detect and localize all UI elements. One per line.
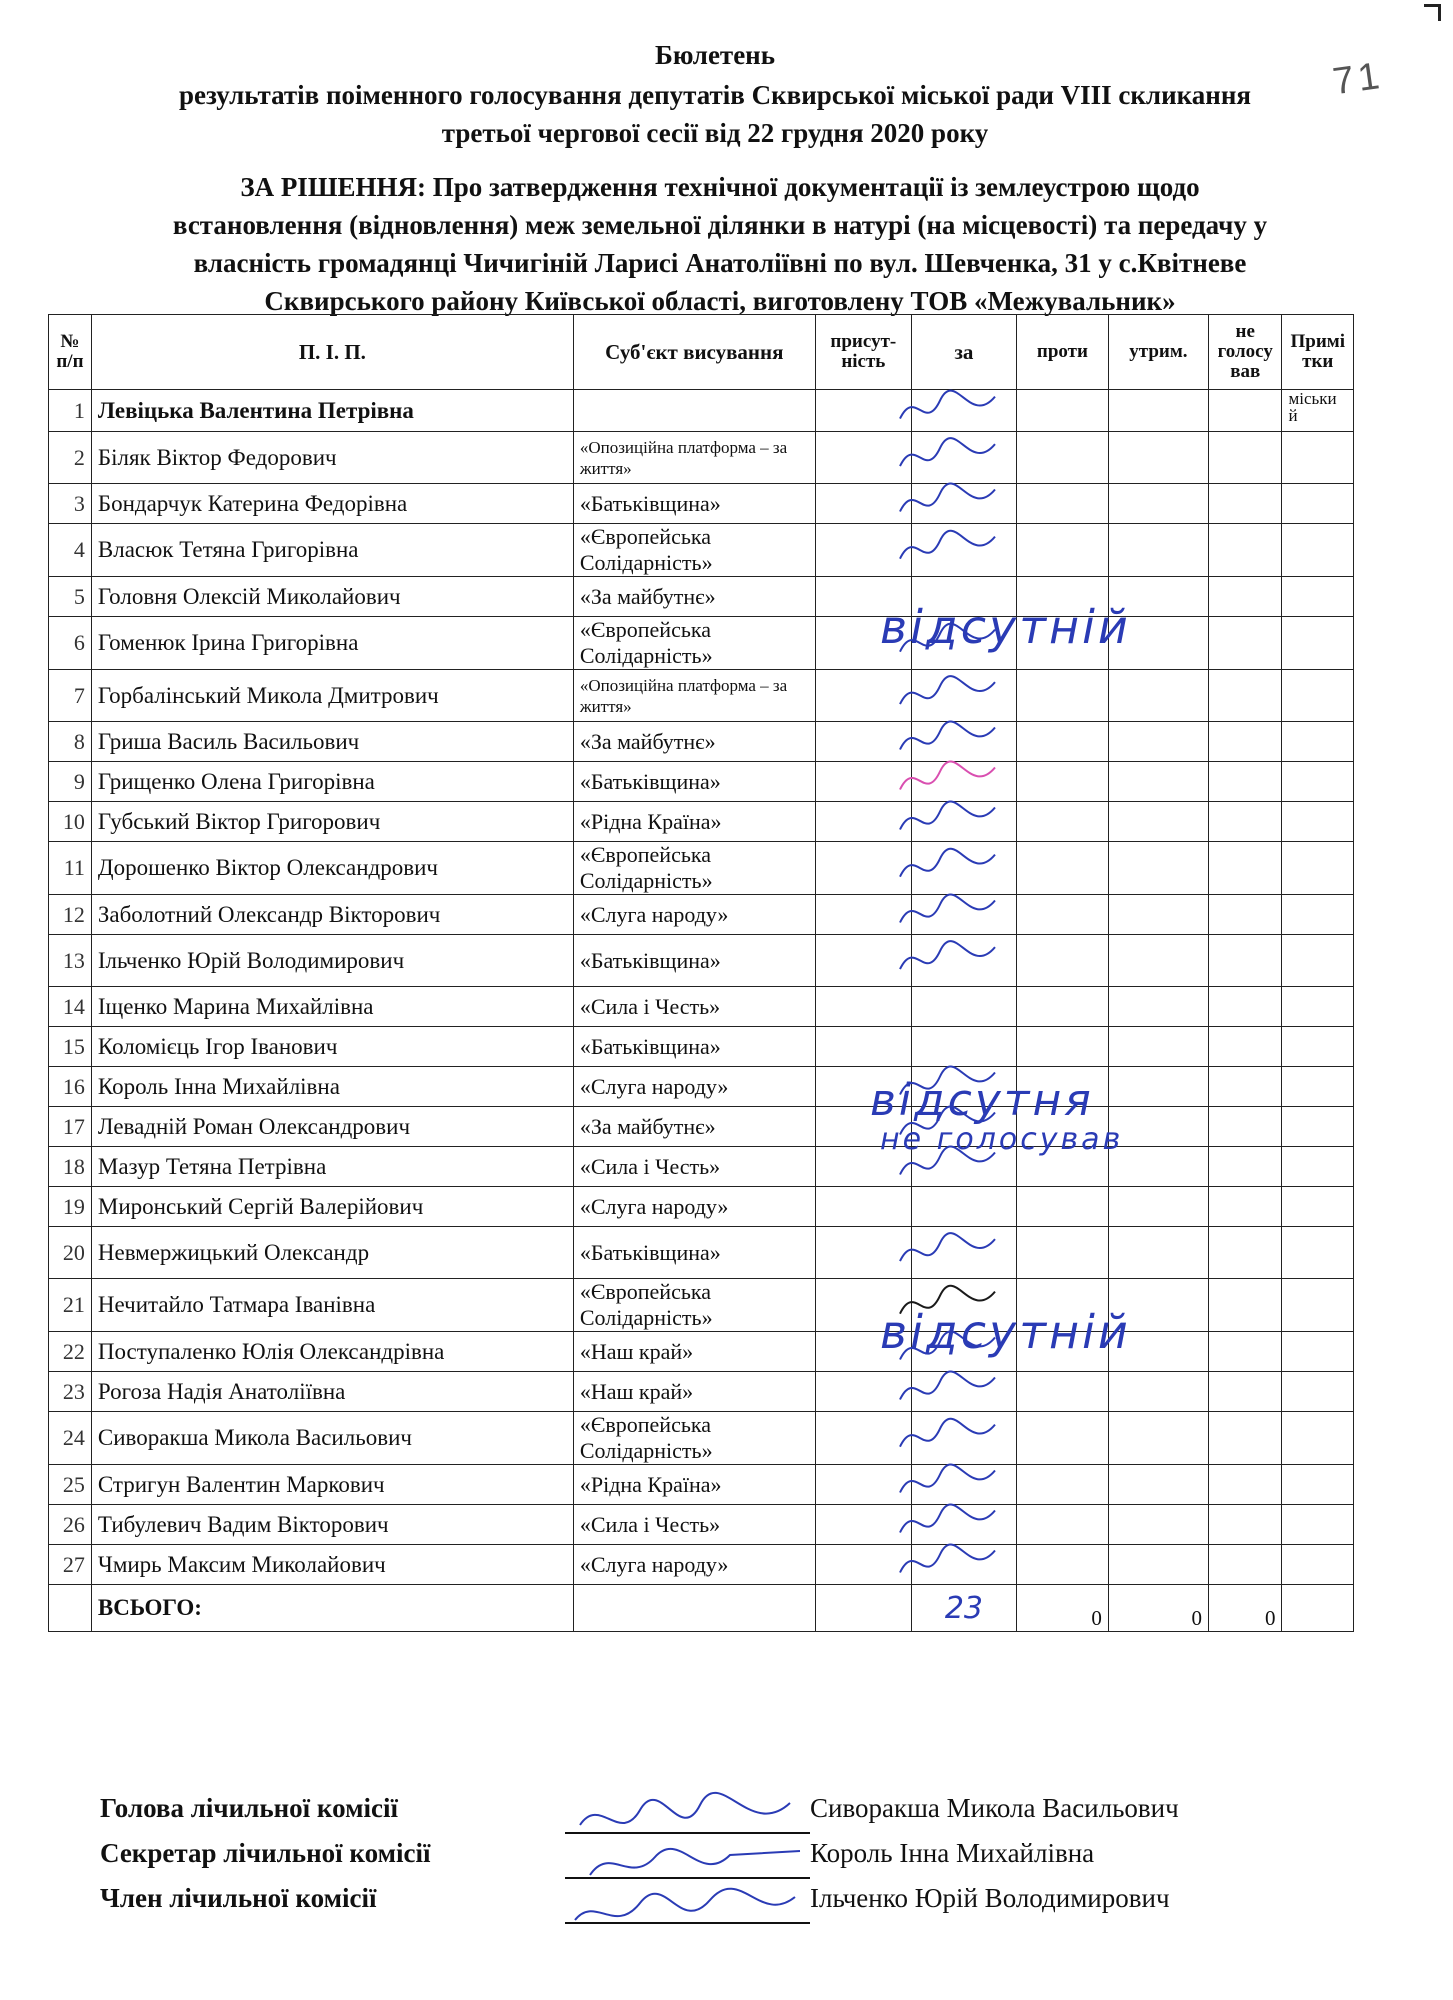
note-cell: [1282, 722, 1354, 762]
row-number: 20: [49, 1227, 92, 1279]
nominating-party: «За майбутнє»: [573, 722, 815, 762]
vote-for-cell: [911, 1227, 1016, 1279]
header-abstain: утрим.: [1108, 315, 1208, 390]
vote-for-cell: [911, 390, 1016, 432]
table-row: [49, 617, 1354, 670]
table-row: [49, 1227, 1354, 1279]
vote-abstain-cell: [1108, 762, 1208, 802]
present-cell: [815, 935, 911, 987]
row-number: 14: [49, 987, 92, 1027]
row-number: 24: [49, 1412, 92, 1465]
table-row: [49, 802, 1354, 842]
vote-abstain-cell: [1108, 895, 1208, 935]
not-voted-cell: [1208, 390, 1282, 432]
total-notes-cell: [1282, 1585, 1354, 1632]
nominating-party: «Європейська Солідарність»: [573, 617, 815, 670]
vote-against-cell: [1017, 1187, 1109, 1227]
vote-abstain-cell: [1108, 1107, 1208, 1147]
vote-against-cell: [1017, 762, 1109, 802]
table-row: [49, 1027, 1354, 1067]
not-voted-cell: [1208, 762, 1282, 802]
vote-abstain-cell: [1108, 1465, 1208, 1505]
vote-abstain-cell: [1108, 1227, 1208, 1279]
row-number: 16: [49, 1067, 92, 1107]
nominating-party: «Наш край»: [573, 1372, 815, 1412]
vote-for-cell: [911, 1465, 1016, 1505]
member-label: Член лічильної комісії: [100, 1883, 377, 1913]
present-cell: [815, 1505, 911, 1545]
vote-abstain-cell: [1108, 1412, 1208, 1465]
present-cell: [815, 484, 911, 524]
note-cell: [1282, 1147, 1354, 1187]
note-cell: [1282, 1465, 1354, 1505]
not-voted-cell: [1208, 577, 1282, 617]
total-party-cell: [573, 1585, 815, 1632]
chair-label: Голова лічильної комісії: [100, 1793, 398, 1823]
total-num-cell: [49, 1585, 92, 1632]
not-voted-cell: [1208, 1107, 1282, 1147]
note-cell: [1282, 1279, 1354, 1332]
present-cell: [815, 1412, 911, 1465]
vote-against-cell: [1017, 935, 1109, 987]
vote-against-cell: [1017, 524, 1109, 577]
row-number: 22: [49, 1332, 92, 1372]
note-cell: [1282, 1412, 1354, 1465]
nominating-party: «Рідна Країна»: [573, 1465, 815, 1505]
note-cell: [1282, 762, 1354, 802]
nominating-party: «Рідна Країна»: [573, 802, 815, 842]
deputy-name: Ільченко Юрій Володимирович: [91, 935, 573, 987]
vote-abstain-cell: [1108, 1545, 1208, 1585]
deputy-name: Коломієць Ігор Іванович: [91, 1027, 573, 1067]
deputy-name: Горбалінський Микола Дмитрович: [91, 670, 573, 722]
deputy-name: Грищенко Олена Григорівна: [91, 762, 573, 802]
table-row: [49, 1412, 1354, 1465]
row-number: 3: [49, 484, 92, 524]
deputy-name: Поступаленко Юлія Олександрівна: [91, 1332, 573, 1372]
row-number: 7: [49, 670, 92, 722]
nominating-party: «Батьківщина»: [573, 935, 815, 987]
row-number: 5: [49, 577, 92, 617]
vote-for-cell: [911, 670, 1016, 722]
vote-against-cell: [1017, 895, 1109, 935]
not-voted-cell: [1208, 987, 1282, 1027]
handwritten-absent-row14: відсутня: [870, 1075, 1094, 1126]
table-row: [49, 670, 1354, 722]
total-row: [49, 1585, 1354, 1632]
decision-text: [40, 168, 1400, 320]
vote-against-cell: [1017, 802, 1109, 842]
vote-against-cell: [1017, 1372, 1109, 1412]
secretary-name: Король Інна Михайлівна: [810, 1838, 1095, 1868]
header-present: присут-ність: [815, 315, 911, 390]
not-voted-cell: [1208, 484, 1282, 524]
not-voted-cell: [1208, 1332, 1282, 1372]
deputy-name: Стригун Валентин Маркович: [91, 1465, 573, 1505]
note-cell: [1282, 802, 1354, 842]
nominating-party: «Батьківщина»: [573, 1227, 815, 1279]
header-against: проти: [1017, 315, 1109, 390]
row-number: 4: [49, 524, 92, 577]
header-for: за: [911, 315, 1016, 390]
table-row: [49, 1279, 1354, 1332]
not-voted-cell: [1208, 1067, 1282, 1107]
note-cell: [1282, 987, 1354, 1027]
nominating-party: «Слуга народу»: [573, 1067, 815, 1107]
handwritten-absent-row5: відсутній: [880, 600, 1131, 654]
table-row: [49, 390, 1354, 432]
header-name: П. І. П.: [91, 315, 573, 390]
deputy-name: Дорошенко Віктор Олександрович: [91, 842, 573, 895]
not-voted-cell: [1208, 617, 1282, 670]
not-voted-cell: [1208, 935, 1282, 987]
table-row: [49, 1107, 1354, 1147]
total-label: ВСЬОГО:: [91, 1585, 573, 1632]
not-voted-cell: [1208, 722, 1282, 762]
nominating-party: «Європейська Солідарність»: [573, 524, 815, 577]
vote-abstain-cell: [1108, 987, 1208, 1027]
present-cell: [815, 1465, 911, 1505]
vote-for-cell: [911, 1187, 1016, 1227]
decision-line: власність громадянці Чичигіній Ларисі Анатоліївні по вул. Шевченка, 31 у с.Квітневе: [193, 248, 1247, 278]
vote-abstain-cell: [1108, 1027, 1208, 1067]
vote-abstain-cell: [1108, 1372, 1208, 1412]
note-cell: [1282, 432, 1354, 484]
deputy-name: Король Інна Михайлівна: [91, 1067, 573, 1107]
vote-abstain-cell: [1108, 432, 1208, 484]
row-number: 17: [49, 1107, 92, 1147]
nominating-party: «Батьківщина»: [573, 762, 815, 802]
nominating-party: «Сила і Честь»: [573, 1147, 815, 1187]
nominating-party: «Сила і Честь»: [573, 1505, 815, 1545]
present-cell: [815, 1027, 911, 1067]
not-voted-cell: [1208, 1279, 1282, 1332]
vote-for-cell: [911, 432, 1016, 484]
row-number: 23: [49, 1372, 92, 1412]
note-cell: [1282, 1332, 1354, 1372]
deputy-name: Головня Олексій Миколайович: [91, 577, 573, 617]
deputy-name: Сиворакша Микола Васильович: [91, 1412, 573, 1465]
note-cell: [1282, 1227, 1354, 1279]
not-voted-cell: [1208, 802, 1282, 842]
vote-for-cell: [911, 1505, 1016, 1545]
handwritten-absent-row19: відсутній: [880, 1305, 1131, 1359]
vote-for-cell: [911, 802, 1016, 842]
header-notes: Примі тки: [1282, 315, 1354, 390]
vote-against-cell: [1017, 1465, 1109, 1505]
vote-for-cell: [911, 935, 1016, 987]
not-voted-cell: [1208, 1372, 1282, 1412]
vote-for-cell: [911, 1027, 1016, 1067]
vote-abstain-cell: [1108, 842, 1208, 895]
not-voted-cell: [1208, 432, 1282, 484]
vote-abstain-cell: [1108, 1187, 1208, 1227]
nominating-party: «Батьківщина»: [573, 484, 815, 524]
note-cell: [1282, 1545, 1354, 1585]
present-cell: [815, 670, 911, 722]
total-against: 0: [1017, 1585, 1109, 1632]
row-number: 1: [49, 390, 92, 432]
vote-for-cell: [911, 484, 1016, 524]
vote-abstain-cell: [1108, 524, 1208, 577]
note-cell: [1282, 1107, 1354, 1147]
table-row: [49, 1505, 1354, 1545]
vote-abstain-cell: [1108, 390, 1208, 432]
note-cell: [1282, 1067, 1354, 1107]
table-row: [49, 1372, 1354, 1412]
nominating-party: «Європейська Солідарність»: [573, 842, 815, 895]
note-cell: [1282, 1505, 1354, 1545]
present-cell: [815, 524, 911, 577]
vote-for-cell: [911, 722, 1016, 762]
vote-for-cell: [911, 987, 1016, 1027]
vote-against-cell: [1017, 1027, 1109, 1067]
nominating-party: «Слуга народу»: [573, 1187, 815, 1227]
note-cell: [1282, 524, 1354, 577]
present-cell: [815, 1545, 911, 1585]
deputy-name: Левадній Роман Олександрович: [91, 1107, 573, 1147]
not-voted-cell: [1208, 1465, 1282, 1505]
note-cell: [1282, 935, 1354, 987]
vote-against-cell: [1017, 987, 1109, 1027]
row-number: 12: [49, 895, 92, 935]
document-subtitle-line1: результатів поіменного голосування депутатів Сквирської міської ради VIII скликання: [178, 80, 1252, 110]
not-voted-cell: [1208, 1545, 1282, 1585]
not-voted-cell: [1208, 1505, 1282, 1545]
not-voted-cell: [1208, 524, 1282, 577]
row-number: 18: [49, 1147, 92, 1187]
present-cell: [815, 1372, 911, 1412]
not-voted-cell: [1208, 1227, 1282, 1279]
vote-against-cell: [1017, 432, 1109, 484]
header-party: Суб'єкт висування: [573, 315, 815, 390]
table-header-row: [49, 315, 1354, 390]
table-row: [49, 577, 1354, 617]
deputy-name: Тибулевич Вадим Вікторович: [91, 1505, 573, 1545]
corner-mark: [1424, 4, 1441, 21]
vote-abstain-cell: [1108, 935, 1208, 987]
nominating-party: «Європейська Солідарність»: [573, 1412, 815, 1465]
vote-for-cell: [911, 524, 1016, 577]
not-voted-cell: [1208, 1027, 1282, 1067]
present-cell: [815, 722, 911, 762]
present-cell: [815, 762, 911, 802]
deputy-name: Рогоза Надія Анатоліївна: [91, 1372, 573, 1412]
present-cell: [815, 1187, 911, 1227]
vote-abstain-cell: [1108, 802, 1208, 842]
table-row: [49, 935, 1354, 987]
header-not-voted: не голосу вав: [1208, 315, 1282, 390]
row-number: 25: [49, 1465, 92, 1505]
note-cell: [1282, 1187, 1354, 1227]
note-cell: міськи й: [1282, 390, 1354, 432]
total-present-cell: [815, 1585, 911, 1632]
deputy-name: Губський Віктор Григорович: [91, 802, 573, 842]
vote-for-cell: [911, 762, 1016, 802]
note-cell: [1282, 484, 1354, 524]
nominating-party: [573, 390, 815, 432]
not-voted-cell: [1208, 670, 1282, 722]
chair-name: Сиворакша Микола Васильович: [810, 1793, 1179, 1823]
nominating-party: «Європейська Солідарність»: [573, 1279, 815, 1332]
deputy-name: Бондарчук Катерина Федорівна: [91, 484, 573, 524]
nominating-party: «Опозиційна платформа – за життя»: [573, 670, 815, 722]
row-number: 2: [49, 432, 92, 484]
decision-line: встановлення (відновлення) меж земельної ділянки в натурі (на місцевості) та передачу у: [172, 210, 1268, 240]
vote-against-cell: [1017, 484, 1109, 524]
note-cell: [1282, 577, 1354, 617]
page-number: 71: [1329, 54, 1386, 104]
row-number: 11: [49, 842, 92, 895]
row-number: 13: [49, 935, 92, 987]
row-number: 26: [49, 1505, 92, 1545]
total-abstain: 0: [1108, 1585, 1208, 1632]
table-row: [49, 432, 1354, 484]
commission-signatures: [560, 1785, 820, 1935]
vote-for-cell: [911, 1545, 1016, 1585]
row-number: 27: [49, 1545, 92, 1585]
not-voted-cell: [1208, 842, 1282, 895]
note-cell: [1282, 1372, 1354, 1412]
table-row: [49, 722, 1354, 762]
vote-against-cell: [1017, 390, 1109, 432]
table-row: [49, 524, 1354, 577]
nominating-party: «Батьківщина»: [573, 1027, 815, 1067]
secretary-label: Секретар лічильної комісії: [100, 1838, 431, 1868]
vote-for-cell: [911, 895, 1016, 935]
vote-abstain-cell: [1108, 670, 1208, 722]
vote-against-cell: [1017, 1505, 1109, 1545]
row-number: 9: [49, 762, 92, 802]
deputy-name: Миронський Сергій Валерійович: [91, 1187, 573, 1227]
deputy-name: Нечитайло Татмара Іванівна: [91, 1279, 573, 1332]
present-cell: [815, 390, 911, 432]
nominating-party: «Опозиційна платформа – за життя»: [573, 432, 815, 484]
deputy-name: Левіцька Валентина Петрівна: [91, 390, 573, 432]
total-for: 23: [911, 1585, 1016, 1632]
present-cell: [815, 802, 911, 842]
deputy-name: Гоменюк Ірина Григорівна: [91, 617, 573, 670]
present-cell: [815, 842, 911, 895]
table-row: [49, 1465, 1354, 1505]
decision-line: ЗА РІШЕННЯ: Про затвердження технічної документації із землеустрою щодо: [240, 172, 1200, 202]
not-voted-cell: [1208, 1412, 1282, 1465]
vote-against-cell: [1017, 842, 1109, 895]
table-row: [49, 1067, 1354, 1107]
deputy-name: Невмержицький Олександр: [91, 1227, 573, 1279]
deputy-name: Іщенко Марина Михайлівна: [91, 987, 573, 1027]
note-cell: [1282, 1027, 1354, 1067]
nominating-party: «Сила і Честь»: [573, 987, 815, 1027]
vote-for-cell: [911, 1412, 1016, 1465]
row-number: 19: [49, 1187, 92, 1227]
vote-against-cell: [1017, 1227, 1109, 1279]
table-row: [49, 842, 1354, 895]
handwritten-not-voted-row15: не голосував: [880, 1122, 1124, 1157]
vote-abstain-cell: [1108, 484, 1208, 524]
table-row: [49, 895, 1354, 935]
note-cell: [1282, 842, 1354, 895]
vote-abstain-cell: [1108, 722, 1208, 762]
nominating-party: «За майбутнє»: [573, 1107, 815, 1147]
row-number: 15: [49, 1027, 92, 1067]
row-number: 6: [49, 617, 92, 670]
nominating-party: «Слуга народу»: [573, 895, 815, 935]
nominating-party: «Слуга народу»: [573, 1545, 815, 1585]
nominating-party: «За майбутнє»: [573, 577, 815, 617]
vote-abstain-cell: [1108, 1505, 1208, 1545]
table-row: [49, 1187, 1354, 1227]
row-number: 21: [49, 1279, 92, 1332]
nominating-party: «Наш край»: [573, 1332, 815, 1372]
deputy-name: Власюк Тетяна Григорівна: [91, 524, 573, 577]
row-number: 10: [49, 802, 92, 842]
note-cell: [1282, 670, 1354, 722]
vote-abstain-cell: [1108, 1067, 1208, 1107]
header-num: № п/п: [49, 315, 92, 390]
vote-against-cell: [1017, 722, 1109, 762]
deputy-name: Біляк Віктор Федорович: [91, 432, 573, 484]
document-subtitle-line2: третьої чергової сесії від 22 грудня 2020 року: [441, 118, 989, 148]
table-row: [49, 1332, 1354, 1372]
vote-for-cell: [911, 1372, 1016, 1412]
vote-against-cell: [1017, 1545, 1109, 1585]
table-row: [49, 1545, 1354, 1585]
present-cell: [815, 1227, 911, 1279]
vote-against-cell: [1017, 1412, 1109, 1465]
total-not-voted: 0: [1208, 1585, 1282, 1632]
table-row: [49, 762, 1354, 802]
document-title: Бюлетень: [654, 40, 776, 70]
not-voted-cell: [1208, 1187, 1282, 1227]
decision-line: Сквирського району Київської області, виготовлену ТОВ «Межувальник»: [264, 286, 1176, 316]
not-voted-cell: [1208, 895, 1282, 935]
note-cell: [1282, 617, 1354, 670]
deputy-name: Гриша Василь Васильович: [91, 722, 573, 762]
not-voted-cell: [1208, 1147, 1282, 1187]
deputy-name: Мазур Тетяна Петрівна: [91, 1147, 573, 1187]
present-cell: [815, 895, 911, 935]
row-number: 8: [49, 722, 92, 762]
vote-for-cell: [911, 842, 1016, 895]
member-name: Ільченко Юрій Володимирович: [810, 1883, 1170, 1913]
table-row: [49, 987, 1354, 1027]
table-row: [49, 1147, 1354, 1187]
vote-abstain-cell: [1108, 1147, 1208, 1187]
vote-against-cell: [1017, 670, 1109, 722]
deputy-name: Чмирь Максим Миколайович: [91, 1545, 573, 1585]
table-row: [49, 484, 1354, 524]
present-cell: [815, 987, 911, 1027]
voting-table: [48, 314, 1354, 1632]
present-cell: [815, 432, 911, 484]
deputy-name: Заболотний Олександр Вікторович: [91, 895, 573, 935]
note-cell: [1282, 895, 1354, 935]
